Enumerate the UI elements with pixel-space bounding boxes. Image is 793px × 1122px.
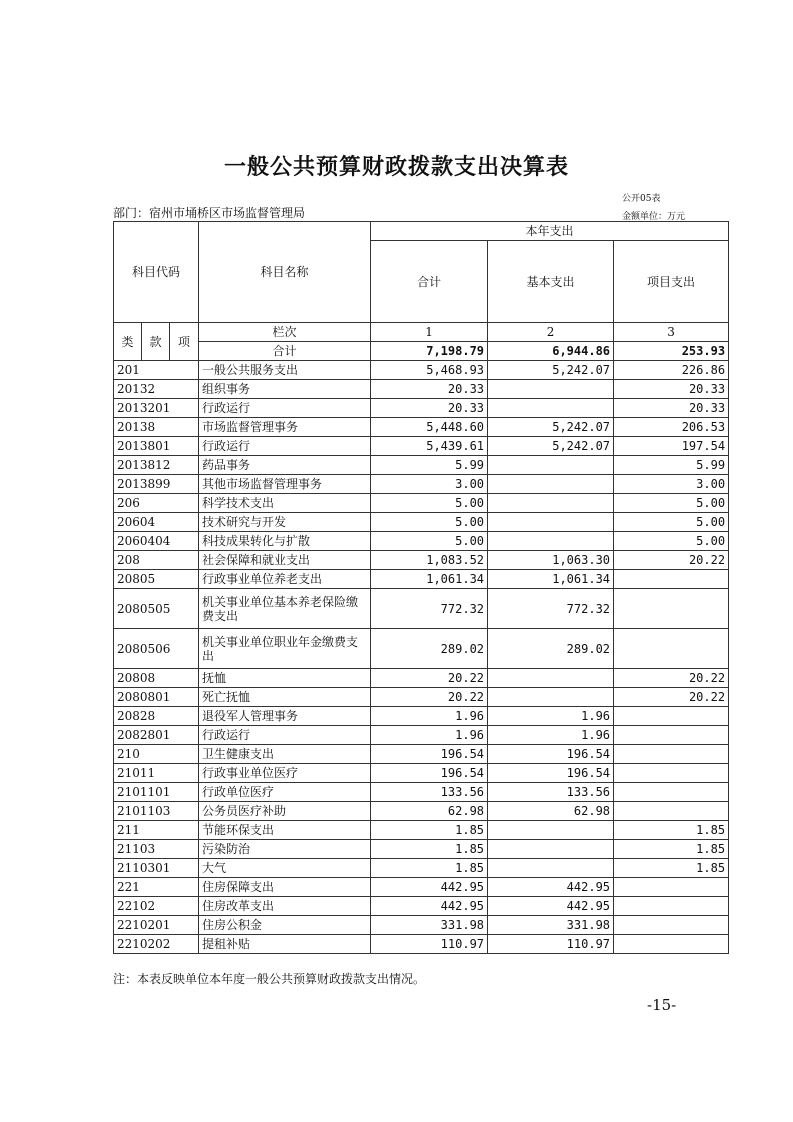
total-row [114, 342, 729, 361]
department-label: 部门：宿州市埇桥区市场监督管理局 [113, 206, 306, 220]
amount-basic: 442.95 [488, 878, 614, 897]
amount-basic: 442.95 [488, 897, 614, 916]
subject-name: 其他市场监督管理事务 [199, 475, 371, 494]
subject-code: 21011 [114, 764, 199, 783]
subject-name: 住房改革支出 [199, 897, 371, 916]
subject-code: 211 [114, 821, 199, 840]
amount-project: 5.99 [614, 456, 729, 475]
subject-name: 行政单位医疗 [199, 783, 371, 802]
table-row [114, 726, 729, 745]
subject-code: 21103 [114, 840, 199, 859]
subject-code: 2210202 [114, 935, 199, 954]
col-index-1: 1 [371, 323, 488, 342]
subject-name: 技术研究与开发 [199, 513, 371, 532]
table-row [114, 589, 729, 629]
subject-code: 206 [114, 494, 199, 513]
amount-total: 1.96 [371, 707, 488, 726]
page-title: 一般公共预算财政拨款支出决算表 [223, 155, 569, 180]
table-row [114, 764, 729, 783]
subject-code: 208 [114, 551, 199, 570]
subject-code: 20132 [114, 380, 199, 399]
amount-basic: 772.32 [488, 589, 614, 629]
subject-code: 20828 [114, 707, 199, 726]
subject-name: 污染防治 [199, 840, 371, 859]
col-header-basic: 基本支出 [488, 241, 614, 323]
amount-project [614, 897, 729, 916]
subject-name: 抚恤 [199, 669, 371, 688]
col-header-kuan: 款 [142, 323, 170, 361]
amount-project [614, 783, 729, 802]
table-row [114, 745, 729, 764]
amount-basic: 133.56 [488, 783, 614, 802]
subject-code: 2080506 [114, 629, 199, 669]
subject-name: 行政运行 [199, 726, 371, 745]
col-header-code: 科目代码 [114, 222, 199, 323]
header-row-3 [114, 323, 729, 342]
subject-code: 2101103 [114, 802, 199, 821]
subject-name: 一般公共服务支出 [199, 361, 371, 380]
subject-name: 科学技术支出 [199, 494, 371, 513]
amount-total: 5.00 [371, 513, 488, 532]
table-row [114, 437, 729, 456]
subject-name: 住房保障支出 [199, 878, 371, 897]
subject-name: 提租补贴 [199, 935, 371, 954]
subject-code: 20138 [114, 418, 199, 437]
col-index-3: 3 [614, 323, 729, 342]
amount-basic: 289.02 [488, 629, 614, 669]
amount-basic: 331.98 [488, 916, 614, 935]
subject-name: 行政事业单位养老支出 [199, 570, 371, 589]
amount-total: 20.33 [371, 380, 488, 399]
amount-project [614, 745, 729, 764]
amount-project [614, 589, 729, 629]
amount-total: 5.00 [371, 494, 488, 513]
amount-basic: 196.54 [488, 745, 614, 764]
amount-basic: 1,063.30 [488, 551, 614, 570]
amount-total: 1,061.34 [371, 570, 488, 589]
amount-basic: 5,242.07 [488, 361, 614, 380]
amount-project [614, 802, 729, 821]
table-row [114, 821, 729, 840]
table-row [114, 935, 729, 954]
amount-total: 20.22 [371, 688, 488, 707]
amount-project: 20.22 [614, 688, 729, 707]
subject-code: 2013201 [114, 399, 199, 418]
subject-code: 2210201 [114, 916, 199, 935]
subject-code: 2110301 [114, 859, 199, 878]
amount-total: 1,083.52 [371, 551, 488, 570]
table-row [114, 707, 729, 726]
subject-name: 机关事业单位职业年金缴费支出 [199, 629, 371, 669]
col-header-lei: 类 [114, 323, 142, 361]
amount-basic [488, 840, 614, 859]
subject-name: 机关事业单位基本养老保险缴费支出 [199, 589, 371, 629]
amount-project: 1.85 [614, 840, 729, 859]
amount-project: 1.85 [614, 859, 729, 878]
subject-code: 210 [114, 745, 199, 764]
subject-code: 22102 [114, 897, 199, 916]
amount-total: 772.32 [371, 589, 488, 629]
table-row [114, 494, 729, 513]
subject-name: 社会保障和就业支出 [199, 551, 371, 570]
subject-name: 公务员医疗补助 [199, 802, 371, 821]
amount-total: 5,448.60 [371, 418, 488, 437]
amount-project [614, 935, 729, 954]
unit-label: 金额单位：万元 [622, 212, 686, 222]
subject-code: 2080801 [114, 688, 199, 707]
amount-project: 197.54 [614, 437, 729, 456]
subject-name: 药品事务 [199, 456, 371, 475]
amount-project: 206.53 [614, 418, 729, 437]
amount-project: 20.22 [614, 551, 729, 570]
subject-name: 卫生健康支出 [199, 745, 371, 764]
table-row [114, 669, 729, 688]
amount-basic: 5,242.07 [488, 437, 614, 456]
amount-total: 442.95 [371, 878, 488, 897]
amount-total: 5,468.93 [371, 361, 488, 380]
amount-project: 226.86 [614, 361, 729, 380]
col-index-2: 2 [488, 323, 614, 342]
amount-project: 5.00 [614, 494, 729, 513]
col-header-project: 项目支出 [614, 241, 729, 323]
amount-basic [488, 859, 614, 878]
table-row [114, 859, 729, 878]
amount-project [614, 570, 729, 589]
amount-project: 20.33 [614, 399, 729, 418]
col-header-total: 合计 [371, 241, 488, 323]
total-label: 合计 [199, 342, 371, 361]
page-number: -15- [647, 996, 677, 1014]
amount-basic [488, 532, 614, 551]
amount-project [614, 916, 729, 935]
subject-name: 大气 [199, 859, 371, 878]
amount-basic [488, 688, 614, 707]
table-row [114, 802, 729, 821]
col-header-name: 科目名称 [199, 222, 371, 323]
table-row [114, 840, 729, 859]
subject-name: 组织事务 [199, 380, 371, 399]
subject-name: 死亡抚恤 [199, 688, 371, 707]
amount-total: 289.02 [371, 629, 488, 669]
amount-total: 5,439.61 [371, 437, 488, 456]
subject-name: 住房公积金 [199, 916, 371, 935]
amount-total: 442.95 [371, 897, 488, 916]
table-row [114, 629, 729, 669]
col-header-xiang: 项 [170, 323, 199, 361]
table-row [114, 380, 729, 399]
amount-total: 196.54 [371, 764, 488, 783]
amount-total: 1.85 [371, 840, 488, 859]
table-row [114, 916, 729, 935]
total-project: 253.93 [614, 342, 729, 361]
table-row [114, 897, 729, 916]
header-row-1 [114, 222, 729, 241]
amount-total: 133.56 [371, 783, 488, 802]
table-row [114, 361, 729, 380]
amount-total: 110.97 [371, 935, 488, 954]
amount-basic [488, 399, 614, 418]
total-basic: 6,944.86 [488, 342, 614, 361]
subject-code: 2013801 [114, 437, 199, 456]
subject-code: 20805 [114, 570, 199, 589]
footnote: 注：本表反映单位本年度一般公共预算财政拨款支出情况。 [113, 972, 426, 986]
amount-basic: 110.97 [488, 935, 614, 954]
subject-code: 2101101 [114, 783, 199, 802]
amount-project [614, 707, 729, 726]
amount-basic [488, 669, 614, 688]
amount-total: 20.33 [371, 399, 488, 418]
subject-name: 科技成果转化与扩散 [199, 532, 371, 551]
table-row [114, 399, 729, 418]
table-row [114, 418, 729, 437]
amount-basic [488, 494, 614, 513]
subject-code: 221 [114, 878, 199, 897]
amount-total: 5.00 [371, 532, 488, 551]
amount-basic [488, 821, 614, 840]
amount-basic [488, 456, 614, 475]
table-row [114, 532, 729, 551]
amount-basic: 1.96 [488, 707, 614, 726]
amount-project [614, 726, 729, 745]
amount-total: 20.22 [371, 669, 488, 688]
subject-code: 201 [114, 361, 199, 380]
amount-project [614, 878, 729, 897]
subject-code: 2013812 [114, 456, 199, 475]
subject-code: 2082801 [114, 726, 199, 745]
table-row [114, 551, 729, 570]
amount-project: 5.00 [614, 513, 729, 532]
amount-project: 5.00 [614, 532, 729, 551]
subject-code: 20604 [114, 513, 199, 532]
amount-total: 1.85 [371, 821, 488, 840]
amount-total: 1.85 [371, 859, 488, 878]
subject-name: 退役军人管理事务 [199, 707, 371, 726]
col-header-lanci: 栏次 [199, 323, 371, 342]
table-row [114, 475, 729, 494]
amount-total: 62.98 [371, 802, 488, 821]
amount-total: 196.54 [371, 745, 488, 764]
subject-name: 行政运行 [199, 399, 371, 418]
budget-table [113, 221, 729, 954]
amount-basic [488, 475, 614, 494]
amount-total: 1.96 [371, 726, 488, 745]
amount-project: 3.00 [614, 475, 729, 494]
table-row [114, 783, 729, 802]
amount-basic: 1.96 [488, 726, 614, 745]
subject-name: 行政事业单位医疗 [199, 764, 371, 783]
total-amount: 7,198.79 [371, 342, 488, 361]
subject-code: 2060404 [114, 532, 199, 551]
amount-project: 20.33 [614, 380, 729, 399]
amount-project [614, 764, 729, 783]
amount-project: 20.22 [614, 669, 729, 688]
table-row [114, 513, 729, 532]
amount-basic: 1,061.34 [488, 570, 614, 589]
amount-total: 3.00 [371, 475, 488, 494]
subject-name: 市场监督管理事务 [199, 418, 371, 437]
amount-project: 1.85 [614, 821, 729, 840]
table-row [114, 570, 729, 589]
subject-name: 行政运行 [199, 437, 371, 456]
table-row [114, 688, 729, 707]
table-row [114, 878, 729, 897]
amount-basic: 5,242.07 [488, 418, 614, 437]
amount-total: 331.98 [371, 916, 488, 935]
amount-total: 5.99 [371, 456, 488, 475]
amount-basic [488, 513, 614, 532]
form-number: 公开05表 [622, 194, 661, 204]
table-row [114, 456, 729, 475]
amount-project [614, 629, 729, 669]
amount-basic [488, 380, 614, 399]
subject-name: 节能环保支出 [199, 821, 371, 840]
col-header-group: 本年支出 [371, 222, 729, 241]
subject-code: 2013899 [114, 475, 199, 494]
amount-basic: 196.54 [488, 764, 614, 783]
amount-basic: 62.98 [488, 802, 614, 821]
subject-code: 20808 [114, 669, 199, 688]
subject-code: 2080505 [114, 589, 199, 629]
